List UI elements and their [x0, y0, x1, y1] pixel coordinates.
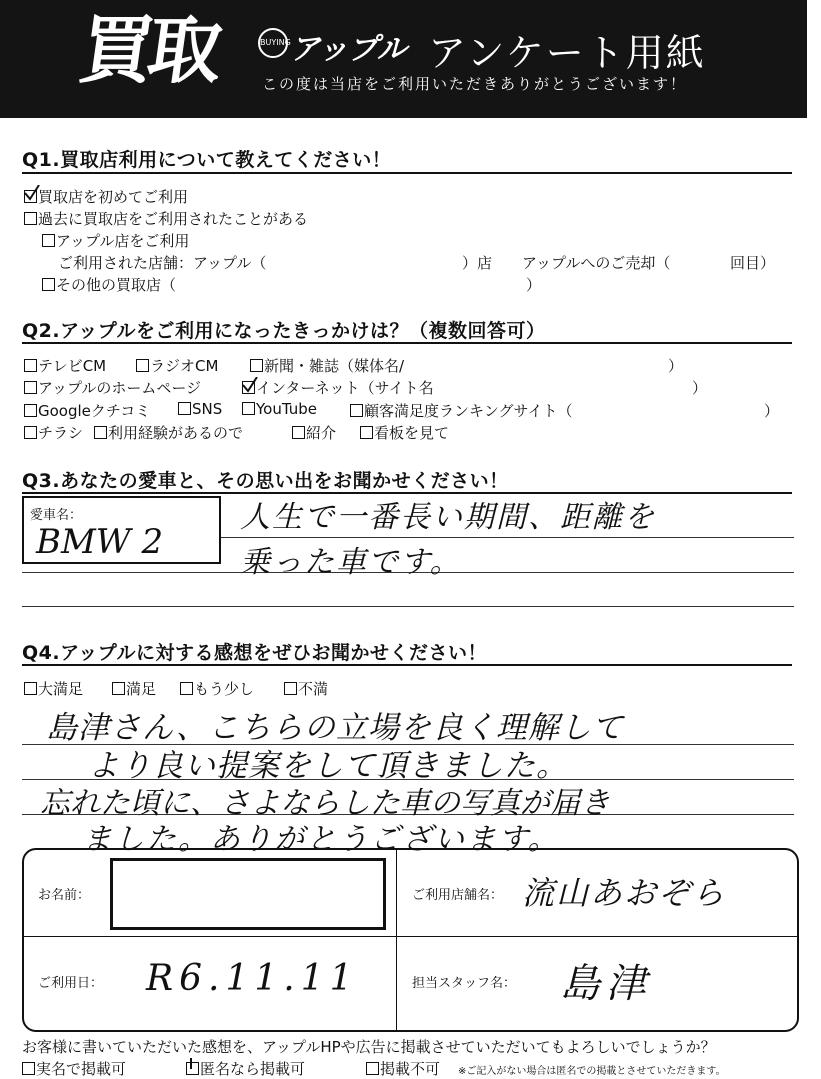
checkbox-icon[interactable]: [242, 402, 255, 415]
q1-option-apple-store[interactable]: [42, 230, 189, 251]
q1-sell-count-label: アップルへのご売却（: [522, 254, 671, 272]
q4-option-dissatisfied-label: 不満: [298, 680, 329, 698]
q2-option-radio-label: ラジオCM: [150, 357, 219, 375]
checkbox-icon[interactable]: [42, 278, 55, 291]
checkbox-icon[interactable]: [180, 682, 193, 695]
checkbox-icon[interactable]: [112, 682, 125, 695]
checkbox-icon[interactable]: [24, 212, 37, 225]
checkbox-checked-icon[interactable]: [242, 381, 255, 394]
checkbox-icon[interactable]: [24, 426, 37, 439]
q2-option-youtube-label: YouTube: [256, 400, 317, 418]
q2-option-radio[interactable]: [136, 355, 218, 376]
q4-option-satisfied-label: 満足: [126, 680, 157, 698]
apple-logo-icon: BUYING: [258, 28, 288, 58]
q2-option-youtube[interactable]: [242, 400, 317, 418]
q2-option-internet-label: インターネット（サイト名: [256, 379, 434, 397]
q4-option-dissatisfied[interactable]: [284, 678, 328, 699]
sheet-title: アンケート用紙: [428, 31, 706, 75]
q2-option-sns[interactable]: [178, 400, 222, 418]
q2-option-internet[interactable]: [242, 377, 434, 398]
q1-other-store-close: ）: [526, 276, 542, 294]
q2-option-homepage[interactable]: [24, 377, 201, 398]
consent-anonymous[interactable]: [186, 1058, 305, 1079]
q2-ranking-close: ）: [764, 402, 780, 420]
q4-option-little-more-label: もう少し: [194, 680, 255, 698]
car-name-value: BMW 2: [36, 522, 164, 562]
staff-name-value: 島津: [560, 961, 652, 1007]
checkbox-checked-icon[interactable]: [24, 190, 37, 203]
checkbox-icon[interactable]: [22, 1062, 35, 1075]
date-label: ご利用日：: [38, 976, 104, 991]
q2-option-tv-label: テレビCM: [38, 357, 107, 375]
q2-option-ranking-label: 顧客満足度ランキングサイト（: [364, 402, 573, 420]
q2-internet-close: ）: [692, 379, 708, 397]
publish-consent-question: お客様に書いていただいた感想を、アップルHPや広告に掲載させていただいてもよろしいでしょうか？: [22, 1038, 716, 1056]
q2-option-flyer-label: チラシ: [38, 424, 84, 442]
checkbox-icon[interactable]: [42, 234, 55, 247]
consent-no-post-label: 掲載不可: [380, 1060, 441, 1078]
q2-option-referral[interactable]: [292, 422, 336, 443]
store-name-value: 流山あおぞら: [522, 874, 727, 912]
checkbox-icon[interactable]: [350, 404, 363, 417]
car-name-label: 愛車名：: [30, 508, 83, 523]
checkbox-icon[interactable]: [24, 404, 37, 417]
q1-option-other-store-label: その他の買取店（: [56, 276, 177, 294]
q3-title: Q3.あなたの愛車と、その思い出をお聞かせください！: [22, 470, 509, 492]
q4-answer-line-3: 忘れた頃に、さよならした車の写真が届き: [40, 786, 610, 821]
q2-option-sns-label: SNS: [192, 400, 223, 418]
q4-option-little-more[interactable]: [180, 678, 254, 699]
checkmark-icon: [242, 377, 258, 393]
q2-option-signboard-label: 看板を見て: [374, 424, 450, 442]
checkmark-icon: [24, 185, 40, 201]
name-redacted-box: [110, 858, 386, 930]
q2-option-experience-label: 利用経験があるので: [108, 424, 244, 442]
checkbox-icon[interactable]: [250, 359, 263, 372]
brand-name: アップル: [290, 32, 407, 67]
q2-option-homepage-label: アップルのホームページ: [38, 379, 202, 397]
consent-real-name-label: 実名で掲載可: [36, 1060, 127, 1078]
q3-answer-line-2: 乗った車です。: [240, 545, 462, 580]
q3-answer-line-1: 人生で一番長い期間、距離を: [240, 500, 656, 535]
checkbox-icon[interactable]: [284, 682, 297, 695]
q2-option-newspaper[interactable]: [250, 355, 404, 376]
q4-option-satisfied[interactable]: [112, 678, 156, 699]
q4-option-very-satisfied-label: 大満足: [38, 680, 84, 698]
checkbox-icon[interactable]: [24, 381, 37, 394]
q1-option-apple-store-label: アップル店をご利用: [56, 232, 190, 250]
q4-underline: [22, 664, 792, 666]
q2-underline: [22, 342, 792, 344]
checkbox-icon[interactable]: [178, 402, 191, 415]
checkbox-icon[interactable]: [136, 359, 149, 372]
q2-option-ranking[interactable]: [350, 400, 573, 421]
q2-newspaper-close: ）: [668, 357, 684, 375]
q2-title: Q2.アップルをご利用になったきっかけは？（複数回答可）: [22, 320, 546, 342]
checkbox-icon[interactable]: [292, 426, 305, 439]
consent-anonymous-label: 匿名なら掲載可: [200, 1060, 306, 1078]
name-label: お名前：: [38, 888, 91, 903]
q1-store-used-label: ご利用された店舗：アップル（: [58, 254, 267, 272]
q2-option-signboard[interactable]: [360, 422, 449, 443]
ruled-line: [22, 606, 794, 607]
q1-option-used-before[interactable]: [24, 208, 308, 229]
q1-option-other-store[interactable]: [42, 274, 176, 295]
checkmark-icon: [188, 1057, 198, 1071]
info-divider-vertical: [396, 848, 397, 1030]
checkbox-icon[interactable]: [94, 426, 107, 439]
store-name-label: ご利用店舗名：: [412, 888, 504, 903]
q4-option-very-satisfied[interactable]: [24, 678, 83, 699]
staff-name-label: 担当スタッフ名：: [412, 976, 517, 991]
q2-option-google[interactable]: [24, 400, 150, 421]
q2-option-tv[interactable]: [24, 355, 106, 376]
q4-answer-line-4: ました。ありがとうございます。: [82, 822, 560, 857]
consent-no-post[interactable]: [366, 1058, 440, 1079]
checkbox-icon[interactable]: [360, 426, 373, 439]
q2-option-google-label: Googleクチコミ: [38, 402, 151, 420]
checkbox-icon[interactable]: [366, 1062, 379, 1075]
consent-note: ※ご記入がない場合は匿名での掲載とさせていただきます。: [458, 1066, 726, 1077]
q4-answer-line-2: より良い提案をして頂きました。: [88, 748, 568, 784]
checkbox-icon[interactable]: [24, 359, 37, 372]
q2-option-flyer[interactable]: [24, 422, 83, 443]
date-value: R6.11.11: [146, 958, 359, 999]
q1-title: Q1.買取店利用について教えてください！: [22, 149, 392, 171]
info-divider-horizontal: [22, 936, 797, 937]
checkbox-icon[interactable]: [24, 682, 37, 695]
q1-sell-count-suffix: 回目）: [730, 254, 776, 272]
q1-option-first-time[interactable]: [24, 186, 188, 207]
q2-option-newspaper-label: 新聞・雑誌（媒体名/: [264, 357, 405, 375]
q2-option-experience[interactable]: [94, 422, 243, 443]
q1-option-used-before-label: 過去に買取店をご利用されたことがある: [38, 210, 309, 228]
q2-option-referral-label: 紹介: [306, 424, 337, 442]
q4-title: Q4.アップルに対する感想をぜひお聞かせください！: [22, 642, 488, 664]
checkbox-checked-icon[interactable]: [186, 1062, 199, 1075]
q1-underline: [22, 172, 792, 174]
kaitori-logo: 買取: [73, 8, 223, 94]
survey-header: [0, 0, 807, 118]
car-name-box[interactable]: [22, 496, 221, 564]
q1-option-first-time-label: 買取店を初めてご利用: [38, 188, 189, 206]
consent-real-name[interactable]: [22, 1058, 126, 1079]
header-subtitle: この度は当店をご利用いただきありがとうございます！: [262, 75, 688, 93]
q4-answer-line-1: 島津さん、こちらの立場を良く理解して: [46, 710, 624, 746]
q1-store-suffix: ）店: [462, 254, 493, 272]
